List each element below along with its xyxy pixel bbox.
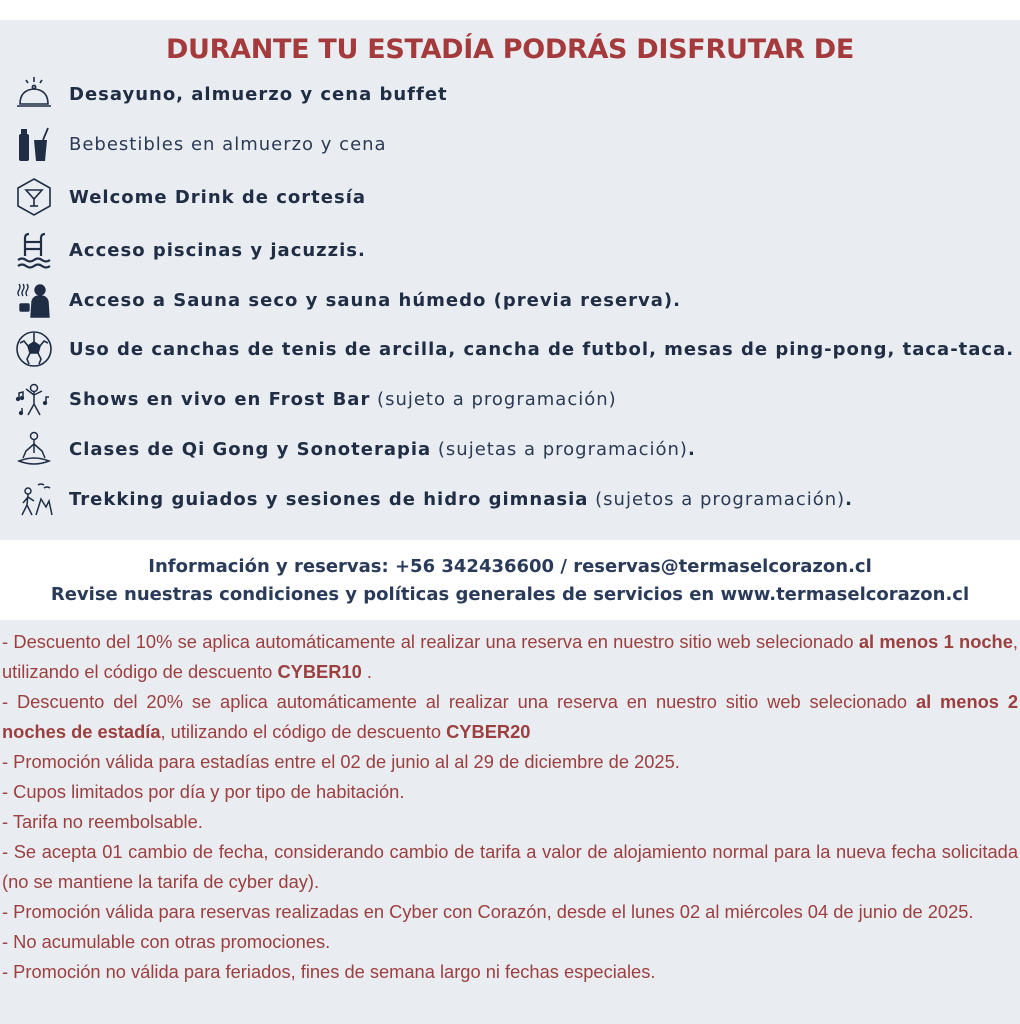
amenity-note: (sujetos a programación) (588, 488, 846, 510)
sauna-icon (12, 278, 56, 322)
terms-item: - Se acepta 01 cambio de fecha, considerando cambio de tarifa a valor de alojamiento normal para la nueva fecha solicitada (no se mantiene la tarifa de cyber day). (2, 841, 1018, 892)
amenity-item-sports (12, 327, 1015, 371)
amenity-item-shows (12, 377, 1012, 421)
terms-item: - Promoción no válida para feriados, fines de semana largo ni fechas especiales. (2, 961, 656, 982)
amenity-label: Clases de Qi Gong y Sonoterapia (69, 438, 432, 460)
amenity-item-pools (12, 228, 1012, 272)
amenity-label: Shows en vivo en Frost Bar (69, 388, 371, 410)
amenity-item-trekking (12, 477, 1012, 521)
amenity-item-drinks (12, 122, 1012, 166)
terms-item: - Promoción válida para estadías entre el 02 de junio al al 29 de diciembre de 2025. (2, 751, 680, 772)
amenity-note: (sujeto a programación) (370, 388, 617, 410)
meditation-icon (12, 427, 56, 471)
amenity-label: Bebestibles en almuerzo y cena (69, 133, 387, 155)
page-title: DURANTE TU ESTADÍA PODRÁS DISFRUTAR DE (165, 34, 855, 65)
amenity-label: Desayuno, almuerzo y cena buffet (69, 83, 448, 105)
terms-item: - Descuento del 10% se aplica automáticamente al realizar una reserva en nuestro sitio web selecionado al menos 1 noche, utilizando el código de descuento CYBER10 . (2, 631, 1018, 682)
amenity-item-welcome-drink (12, 175, 1012, 219)
drinks-icon (12, 122, 56, 166)
pool-ladder-icon (12, 228, 56, 272)
soccer-ball-icon (12, 327, 56, 371)
terms-item: - No acumulable con otras promociones. (2, 931, 331, 952)
amenity-end: . (687, 438, 696, 460)
terms-item: - Descuento del 20% se aplica automáticamente al realizar una reserva en nuestro sitio web selecionado al menos 2 noches de estadía, utilizando el código de descuento CYBER20 (2, 691, 1018, 742)
terms-list (2, 627, 1018, 987)
music-performer-icon (12, 377, 56, 421)
terms-item: - Promoción válida para reservas realizadas en Cyber con Corazón, desde el lunes 02 al miércoles 04 de junio de 2025. (2, 901, 974, 922)
amenity-note: (sujetas a programación) (431, 438, 688, 460)
terms-item: - Tarifa no reembolsable. (2, 811, 203, 832)
amenity-label: Uso de canchas de tenis de arcilla, cancha de futbol, mesas de ping-pong, taca-taca. (69, 338, 1015, 360)
cocktail-icon (12, 175, 56, 219)
contact-info: Información y reservas: +56 342436600 / reservas@termaselcorazon.cl (148, 556, 872, 577)
conditions-link-text: Revise nuestras condiciones y políticas generales de servicios en www.termaselcorazon.cl (50, 584, 970, 605)
amenity-end: . (845, 488, 854, 510)
amenity-label: Trekking guiados y sesiones de hidro gimnasia (69, 488, 589, 510)
amenity-label: Acceso piscinas y jacuzzis. (69, 239, 366, 261)
amenity-label: Acceso a Sauna seco y sauna húmedo (previa reserva). (69, 289, 681, 311)
serving-cloche-icon (12, 72, 56, 116)
amenity-item-qigong (12, 427, 1012, 471)
amenity-item-sauna (12, 278, 1012, 322)
amenity-item-buffet (12, 72, 1012, 116)
terms-item: - Cupos limitados por día y por tipo de habitación. (2, 781, 405, 802)
amenity-label: Welcome Drink de cortesía (69, 186, 367, 208)
hiking-icon (12, 477, 56, 521)
